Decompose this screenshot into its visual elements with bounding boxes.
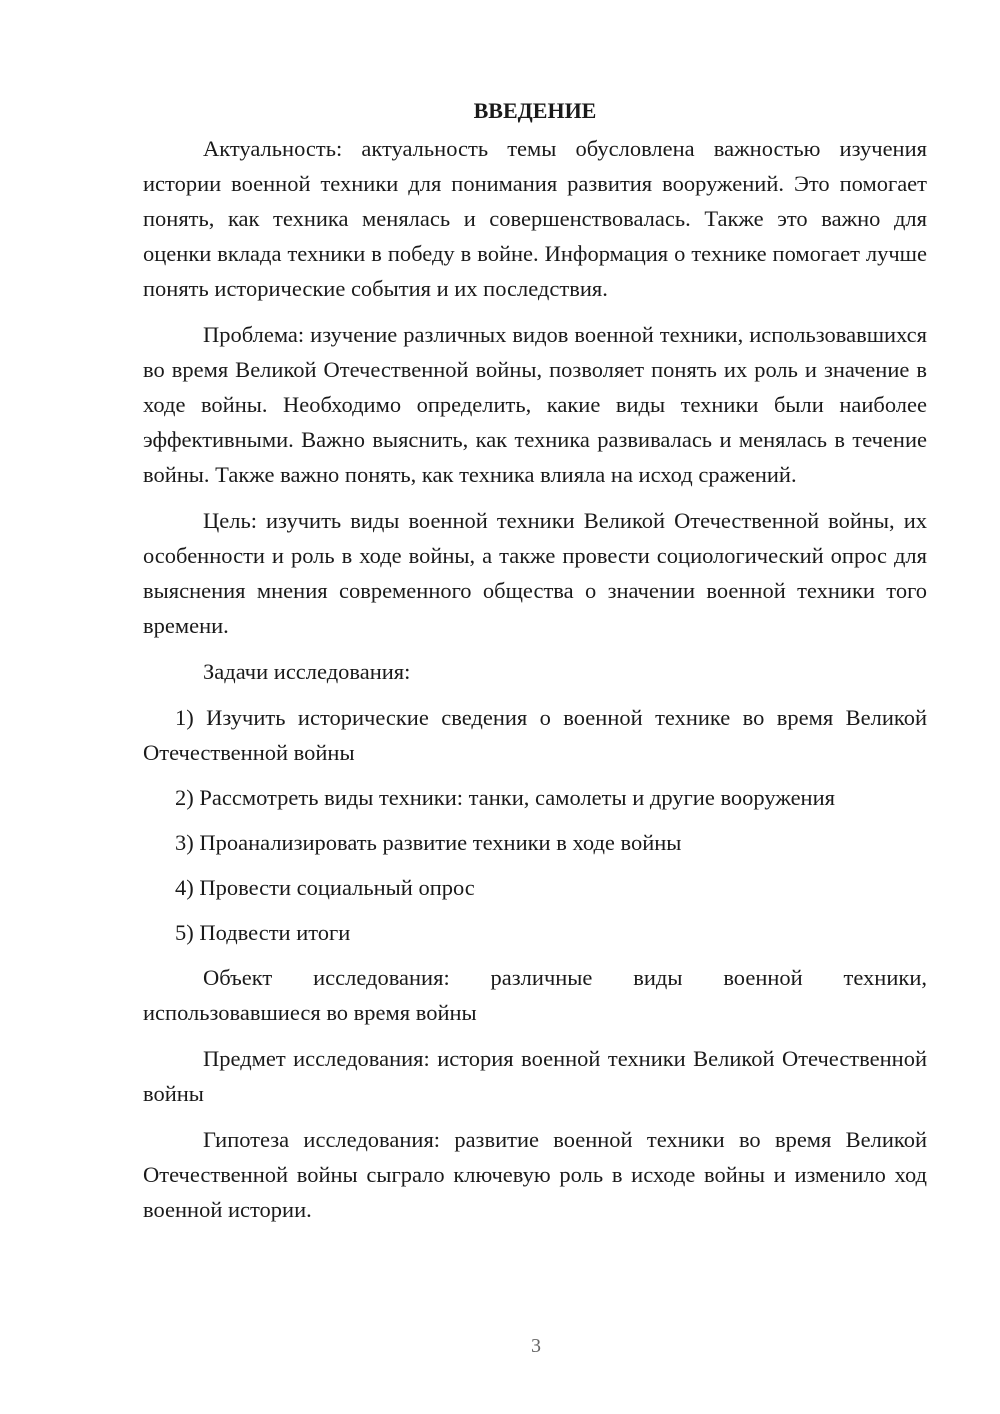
document-page	[143, 92, 927, 1238]
relevance-paragraph: Актуальность: актуальность темы обусловлена важностью изучения истории военной техники для понимания развития вооружений. Это помогает понять, как техника менялась и совершенствовалась. Также это важно для оценки вклада техники в победу в войне. Информация о технике помогает лучше понять исторические события и их последствия.	[143, 136, 927, 301]
task-item-1: 1) Изучить исторические сведения о военной технике во время Великой Отечественной войны	[143, 705, 927, 765]
task-item-4: 4) Провести социальный опрос	[175, 875, 475, 900]
subject-paragraph: Предмет исследования: история военной техники Великой Отечественной войны	[143, 1046, 927, 1106]
task-item-5: 5) Подвести итоги	[175, 920, 351, 945]
hypothesis-paragraph: Гипотеза исследования: развитие военной техники во время Великой Отечественной войны сыграло ключевую роль в исходе войны и изменило ход военной истории.	[143, 1127, 927, 1222]
task-item-2: 2) Рассмотреть виды техники: танки, самолеты и другие вооружения	[175, 785, 835, 810]
object-paragraph: Объект исследования: различные виды военной техники, использовавшиеся во время войны	[143, 965, 927, 1025]
page-number: 3	[531, 1335, 541, 1357]
page-title: ВВЕДЕНИЕ	[473, 98, 597, 123]
tasks-title: Задачи исследования:	[203, 659, 411, 684]
task-item-3: 3) Проанализировать развитие техники в ходе войны	[175, 830, 682, 855]
problem-paragraph: Проблема: изучение различных видов военной техники, использовавшихся во время Великой Отечественной войны, позволяет понять их роль и значение в ходе войны. Необходимо определить, какие виды техники были наиболее эффективными. Важно выяснить, как техника развивалась и менялась в течение войны. Также важно понять, как техника влияла на исход сражений.	[143, 322, 927, 487]
goal-paragraph: Цель: изучить виды военной техники Великой Отечественной войны, их особенности и роль в ходе войны, а также провести социологический опрос для выяснения мнения современного общества о значении военной техники того времени.	[143, 508, 927, 638]
